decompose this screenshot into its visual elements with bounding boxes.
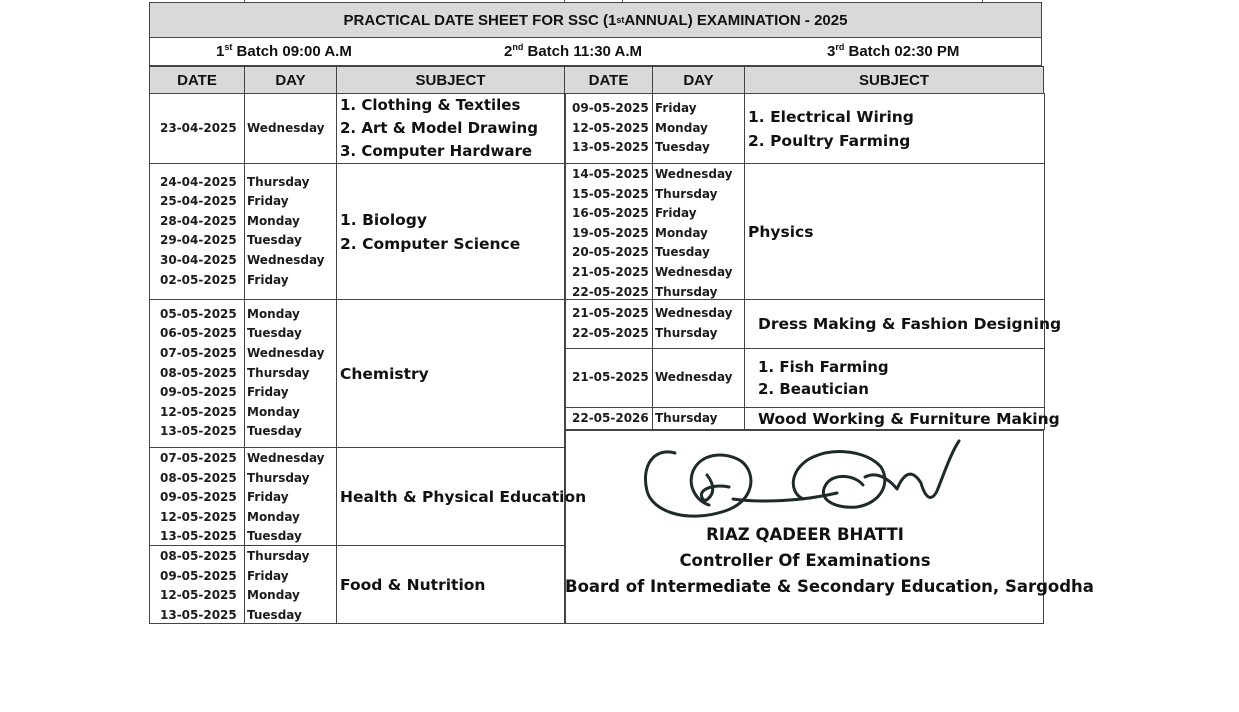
- exam-date: 13-05-2025: [160, 607, 237, 622]
- subject-name: 2. Beautician: [758, 380, 869, 398]
- exam-date: 14-05-2025: [572, 167, 649, 181]
- exam-day: Thursday: [247, 549, 310, 563]
- exam-date: 05-05-2025: [160, 306, 237, 321]
- schedule-table: [149, 66, 1094, 624]
- exam-day: Wednesday: [655, 370, 733, 385]
- exam-date: 20-05-2025: [572, 245, 649, 260]
- subject-name: Dress Making & Fashion Designing: [758, 315, 1062, 333]
- day-list: [247, 119, 325, 139]
- exam-date: 12-05-2025: [160, 509, 237, 524]
- exam-date: 08-05-2025: [160, 549, 237, 563]
- subject-list: [340, 485, 586, 509]
- batch-text: Batch 11:30 A.M: [523, 43, 642, 60]
- batch-1: [216, 42, 352, 60]
- exam-day: Wednesday: [247, 253, 325, 268]
- date-list: [572, 165, 649, 302]
- batch-sup: rd: [835, 42, 845, 52]
- exam-date: 07-05-2025: [160, 346, 237, 361]
- subject-name: Physics: [748, 222, 814, 241]
- exam-date: 13-05-2025: [160, 424, 237, 439]
- exam-day: Wednesday: [655, 167, 733, 181]
- exam-date: 19-05-2025: [572, 225, 649, 240]
- exam-date: 22-05-2025: [572, 284, 649, 299]
- subject-name: 1. Biology: [340, 210, 428, 229]
- subject-name: 3. Computer Hardware: [340, 142, 533, 160]
- header-day-left: DAY: [244, 66, 337, 94]
- exam-day: Wednesday: [247, 451, 325, 465]
- exam-date: 09-05-2025: [160, 568, 237, 583]
- exam-date: 24-04-2025: [160, 174, 237, 189]
- date-list: [160, 119, 237, 139]
- exam-day: Wednesday: [655, 306, 733, 321]
- subject-name: 2. Art & Model Drawing: [340, 119, 538, 137]
- subject-list: [340, 208, 520, 256]
- header-subject-left: SUBJECT: [336, 66, 565, 94]
- day-list: [247, 305, 325, 442]
- exam-day: Tuesday: [247, 607, 302, 622]
- subject-name: 1. Fish Farming: [758, 358, 889, 376]
- exam-day: Tuesday: [247, 529, 302, 544]
- exam-day: Thursday: [247, 470, 310, 485]
- batch-num: 2: [504, 43, 513, 60]
- exam-day: Monday: [247, 213, 300, 228]
- day-list: [247, 547, 309, 625]
- batch-2: [504, 42, 642, 60]
- exam-day: Wednesday: [247, 120, 325, 135]
- header-day-right: DAY: [652, 66, 745, 94]
- exam-date: 15-05-2025: [572, 186, 649, 201]
- exam-date: 06-05-2025: [160, 326, 237, 341]
- title-sup: st: [616, 15, 625, 25]
- exam-date: 12-05-2025: [160, 404, 237, 419]
- exam-date: 12-05-2025: [572, 120, 649, 135]
- exam-day: Friday: [655, 101, 697, 116]
- signatory-name: RIAZ QADEER BHATTI: [706, 525, 904, 544]
- exam-date: 08-05-2025: [160, 470, 237, 485]
- subject-list: [340, 362, 429, 386]
- exam-date: 09-05-2025: [160, 385, 237, 400]
- exam-date: 08-05-2025: [160, 365, 237, 380]
- batch-timings: [149, 38, 1042, 66]
- exam-date: 21-05-2025: [572, 370, 649, 385]
- batch-sup: nd: [512, 42, 524, 52]
- exam-date: 09-05-2025: [572, 101, 649, 116]
- exam-date: 02-05-2025: [160, 272, 237, 287]
- exam-day: Wednesday: [655, 264, 733, 279]
- exam-date: 09-05-2025: [160, 490, 237, 505]
- exam-day: Thursday: [655, 284, 718, 299]
- batch-sup: st: [224, 42, 233, 52]
- exam-day: Monday: [247, 404, 300, 419]
- subject-name: 1. Clothing & Textiles: [340, 96, 521, 114]
- exam-date: 13-05-2025: [160, 529, 237, 544]
- exam-day: Tuesday: [247, 233, 302, 248]
- day-list: [247, 173, 325, 291]
- exam-day: Tuesday: [247, 424, 302, 439]
- subject-list: [758, 356, 889, 400]
- exam-day: Monday: [655, 120, 708, 135]
- exam-day: Monday: [247, 509, 300, 524]
- exam-day: Monday: [655, 225, 708, 240]
- subject-name: Wood Working & Furniture Making: [758, 409, 1060, 428]
- subject-name: 1. Electrical Wiring: [748, 107, 914, 126]
- day-list: [655, 165, 733, 302]
- subject-name: 2. Poultry Farming: [748, 131, 911, 150]
- exam-date: 21-05-2025: [572, 264, 649, 279]
- exam-day: Friday: [247, 568, 289, 583]
- exam-day: Monday: [247, 306, 300, 321]
- exam-date: 16-05-2025: [572, 206, 649, 221]
- subject-name: Health & Physical Education: [340, 487, 587, 506]
- header-date-right: DATE: [564, 66, 653, 94]
- exam-day: Thursday: [655, 186, 718, 201]
- subject-list: [748, 220, 813, 244]
- batch-text: Batch 09:00 A.M: [232, 43, 352, 60]
- subject-list: [340, 94, 538, 163]
- batch-num: 3: [827, 43, 836, 60]
- batch-num: 1: [216, 43, 225, 60]
- date-list: [572, 409, 649, 429]
- exam-day: Tuesday: [655, 245, 710, 260]
- date-list: [160, 173, 237, 291]
- exam-day: Friday: [655, 206, 697, 221]
- exam-date: 22-05-2025: [572, 325, 649, 340]
- exam-day: Wednesday: [247, 346, 325, 361]
- subject-list: [748, 105, 914, 153]
- exam-day: Friday: [247, 194, 289, 209]
- batch-3: [827, 42, 959, 60]
- exam-date: 07-05-2025: [160, 451, 237, 465]
- date-list: [572, 304, 649, 343]
- exam-day: Thursday: [655, 325, 718, 340]
- exam-day: Friday: [247, 385, 289, 400]
- signatory-designation: Controller Of Examinations: [679, 551, 931, 570]
- exam-date: 30-04-2025: [160, 253, 237, 268]
- batch-text: Batch 02:30 PM: [844, 43, 960, 60]
- exam-date: 12-05-2025: [160, 588, 237, 603]
- exam-date: 25-04-2025: [160, 194, 237, 209]
- day-list: [655, 304, 733, 343]
- exam-day: Thursday: [655, 411, 718, 425]
- exam-day: Tuesday: [247, 326, 302, 341]
- signatory-board: Board of Intermediate & Secondary Education, Sargodha: [565, 577, 1094, 596]
- header-subject-right: SUBJECT: [744, 66, 1044, 94]
- exam-date: 21-05-2025: [572, 306, 649, 321]
- date-list: [572, 368, 649, 388]
- date-list: [160, 305, 237, 442]
- exam-day: Tuesday: [655, 140, 710, 155]
- subject-list: [758, 407, 1060, 431]
- subject-name: Chemistry: [340, 364, 429, 383]
- date-sheet: [149, 0, 1094, 624]
- exam-date: 29-04-2025: [160, 233, 237, 248]
- title-pre: PRACTICAL DATE SHEET FOR SSC (1: [343, 11, 617, 29]
- exam-date: 22-05-2026: [572, 411, 649, 425]
- signature-block: [564, 430, 1094, 624]
- exam-date: 13-05-2025: [572, 140, 649, 155]
- exam-date: 28-04-2025: [160, 213, 237, 228]
- day-list: [655, 368, 733, 388]
- title-post: ANNUAL) EXAMINATION - 2025: [624, 11, 848, 29]
- exam-date: 23-04-2025: [160, 120, 237, 135]
- date-list: [160, 547, 237, 625]
- exam-day: Thursday: [247, 174, 310, 189]
- day-list: [655, 99, 710, 158]
- exam-day: Monday: [247, 588, 300, 603]
- exam-day: Friday: [247, 272, 289, 287]
- header-date-left: DATE: [149, 66, 245, 94]
- subject-list: [340, 573, 485, 597]
- date-list: [572, 99, 649, 158]
- day-list: [655, 409, 717, 429]
- day-list: [247, 449, 325, 547]
- subject-list: [758, 312, 1061, 336]
- exam-day: Thursday: [247, 365, 310, 380]
- subject-name: Food & Nutrition: [340, 575, 486, 594]
- exam-day: Friday: [247, 490, 289, 505]
- subject-name: 2. Computer Science: [340, 234, 521, 253]
- date-list: [160, 449, 237, 547]
- page-title: [149, 2, 1042, 38]
- signature-icon: [565, 431, 1043, 531]
